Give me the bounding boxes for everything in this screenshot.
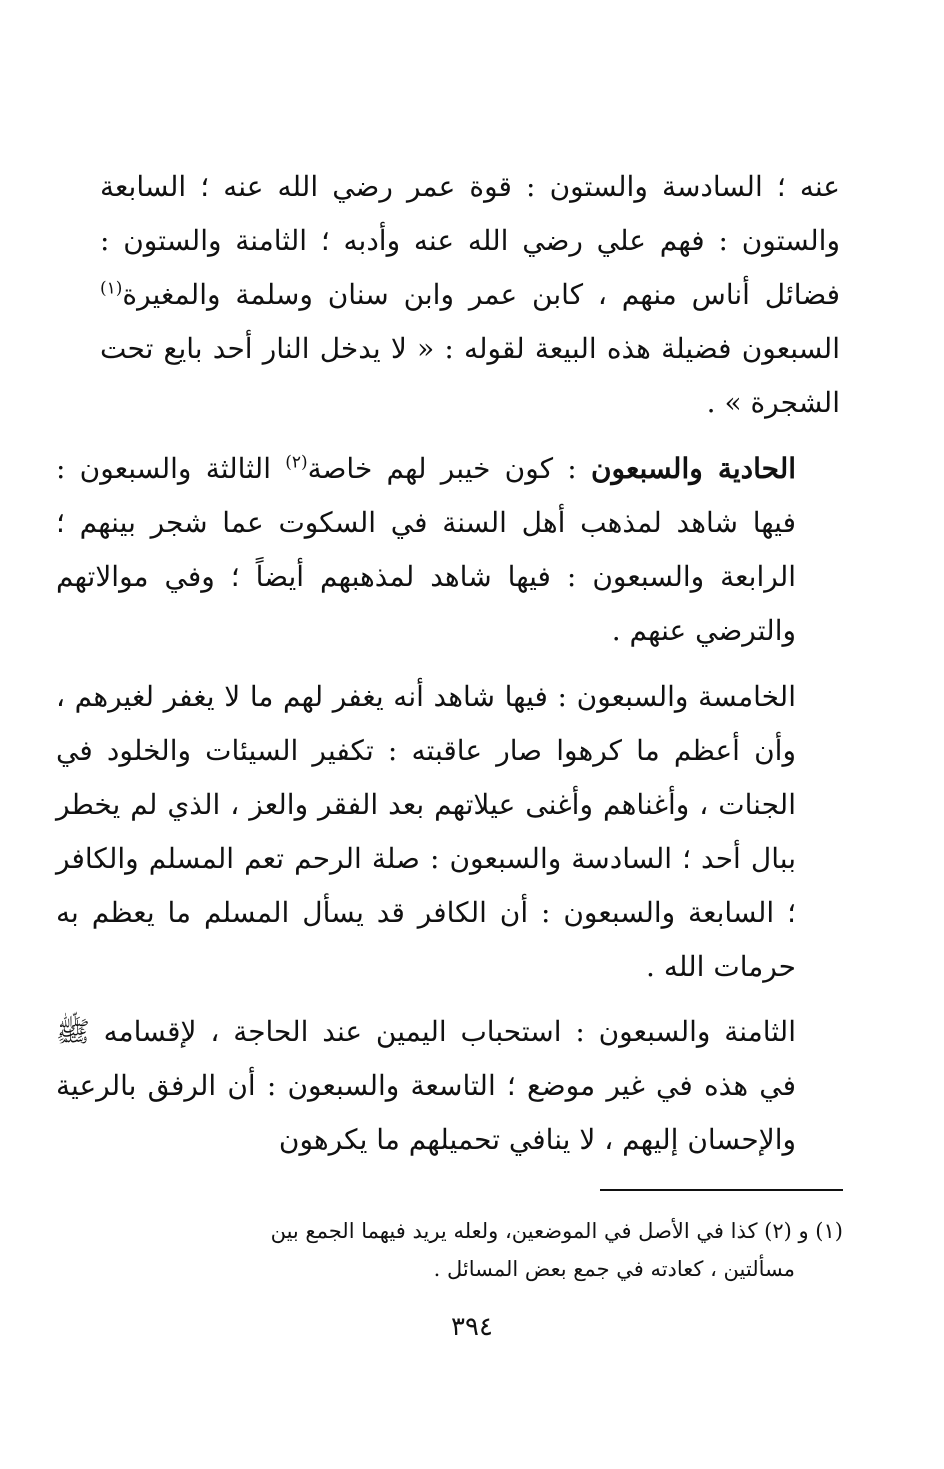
paragraph-4	[56, 1005, 840, 1167]
paragraph-4-text: الثامنة والسبعون : استحباب اليمين عند الحاجة ، لإقسامه ﷺ في هذه في غير موضع ؛ التاسعة والسبعون : أن الرفق بالرعية والإحسان إليهم ، لا ينافي تحميلهم ما يكرهون	[56, 1015, 796, 1156]
paragraph-2-text-a: : كون خيبر لهم خاصة	[307, 452, 577, 485]
paragraph-2	[56, 442, 840, 658]
footnote-ref-1[interactable]: (١)	[100, 278, 123, 299]
paragraph-2-heading: الحادية والسبعون	[590, 452, 797, 485]
footnote-ref-2[interactable]: (٢)	[285, 452, 308, 473]
paragraph-1-tail: السبعون فضيلة هذه البيعة لقوله : « لا يدخل النار أحد بايع تحت الشجرة » .	[100, 332, 840, 419]
footnotes	[99, 1212, 843, 1288]
paragraph-1-text: عنه ؛ السادسة والستون : قوة عمر رضي الله عنه ؛ السابعة والستون : فهم علي رضي الله عنه وأدبه ؛ الثامنة والستون : فضائل أناس منهم ، كابن عمر وابن سنان وسلمة والمغيرة	[100, 170, 840, 311]
paragraph-3-text: الخامسة والسبعون : فيها شاهد أنه يغفر لهم ما لا يغفر لغيرهم ، وأن أعظم ما كرهوا صار عاقبته : تكفير السيئات والخلود في الجنات ، وأغناهم وأغنى عيلاتهم بعد الفقر والعز ، الذي لم يخطر ببال أحد ؛ السادسة والسبعون : صلة الرحم تعم المسلم والكافر ؛ السابعة والسبعون : أن الكافر قد يسأل المسلم ما يعظم به حرمات الله .	[56, 680, 796, 983]
paragraph-2-text-b: الثالثة والسبعون : فيها شاهد لمذهب أهل السنة في السكوت عما شجر بينهم ؛ الرابعة والسبعون : فيها شاهد لمذهبهم أيضاً ؛ وفي موالاتهم والترضي عنهم .	[56, 452, 796, 647]
footnote-divider	[600, 1189, 843, 1191]
footnote-line-2: مسألتين ، كعادته في جمع بعض المسائل .	[433, 1257, 795, 1281]
footnote-line-1: (١) و (٢) كذا في الأصل في الموضعين، ولعله يريد فيهما الجمع بين	[270, 1219, 843, 1243]
page-number: ٣٩٤	[451, 1312, 493, 1342]
paragraph-3	[56, 670, 840, 994]
paragraph-1	[100, 160, 840, 430]
